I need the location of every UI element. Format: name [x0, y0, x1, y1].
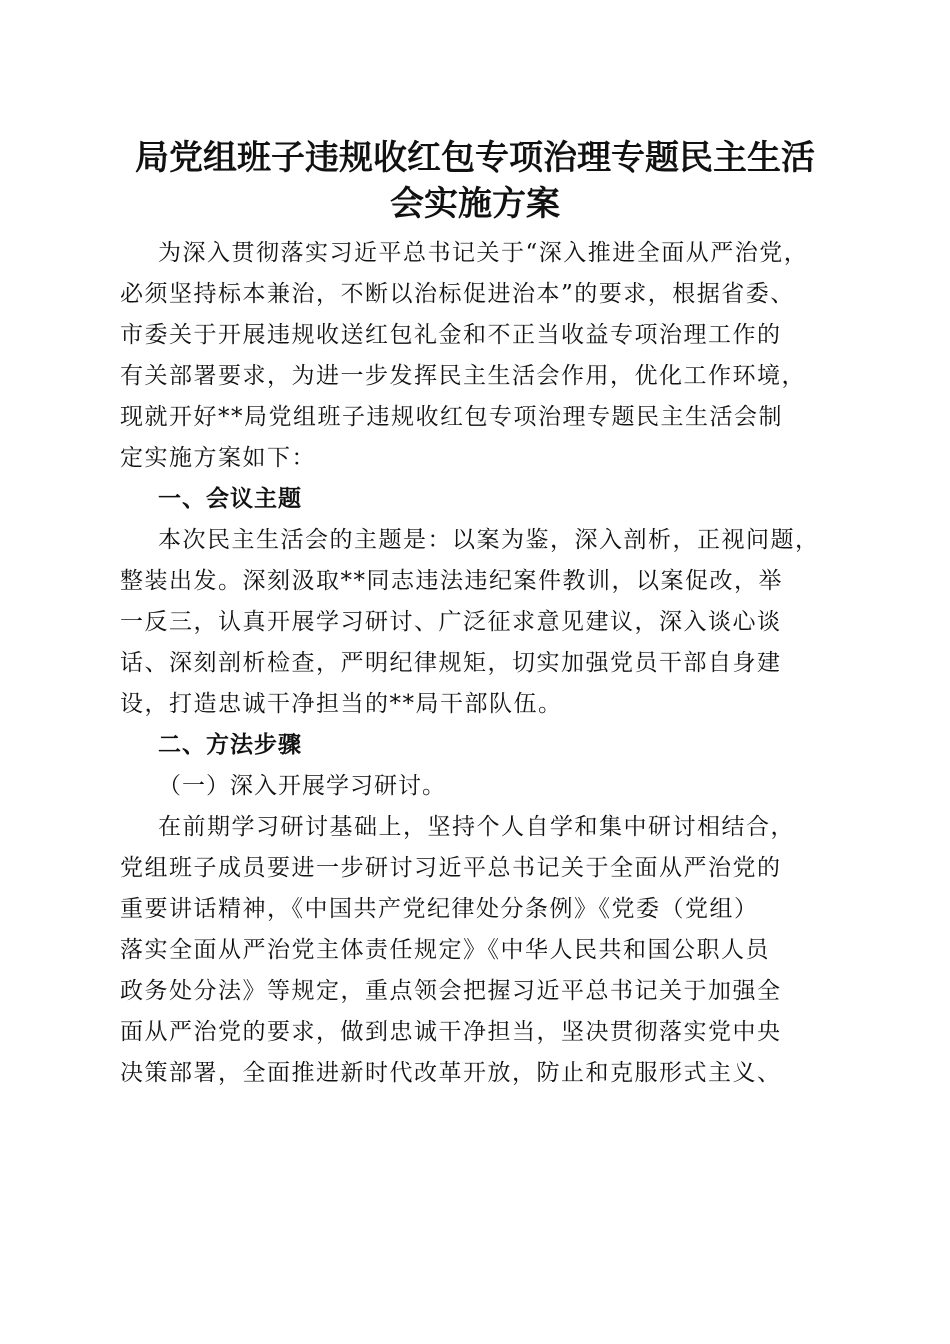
section-1-line: 设，打造忠诚干净担当的**局干部队伍。 — [120, 691, 563, 717]
section-2-subheading-1: （一）深入开展学习研讨。 — [158, 773, 446, 799]
section-2-sub1-line: 落实全面从严治党主体责任规定》《中华人民共和国公职人员 — [120, 937, 770, 963]
section-1-line: 整装出发。深刻汲取**同志违法违纪案件教训，以案促改，举 — [120, 568, 783, 594]
section-2-heading: 二、方法步骤 — [158, 732, 302, 758]
intro-line: 现就开好**局党组班子违规收红包专项治理专题民主生活会制 — [120, 404, 783, 430]
intro-line: 定实施方案如下： — [120, 445, 316, 471]
intro-line: 为深入贯彻落实习近平总书记关于“深入推进全面从严治党， — [158, 240, 809, 266]
section-2-sub1-line: 在前期学习研讨基础上，坚持个人自学和集中研讨相结合， — [158, 814, 795, 840]
section-2-sub1-line: 决策部署，全面推进新时代改革开放，防止和克服形式主义、 — [120, 1060, 782, 1086]
intro-line: 有关部署要求，为进一步发挥民主生活会作用，优化工作环境， — [120, 363, 806, 389]
section-1-line: 话、深刻剖析检查，严明纪律规矩，切实加强党员干部自身建 — [120, 650, 782, 676]
section-1-line: 本次民主生活会的主题是：以案为鉴，深入剖析，正视问题， — [158, 527, 820, 553]
intro-line: 市委关于开展违规收送红包礼金和不正当收益专项治理工作的 — [120, 322, 782, 348]
section-2-sub1-line: 重要讲话精神，《中国共产党纪律处分条例》《党委（党组） — [120, 896, 759, 922]
document-title-line-2: 会实施方案 — [390, 184, 560, 224]
intro-line: 必须坚持标本兼治，不断以治标促进治本”的要求，根据省委、 — [120, 281, 795, 307]
section-2-sub1-line: 政务处分法》等规定，重点领会把握习近平总书记关于加强全 — [120, 978, 782, 1004]
section-1-line: 一反三，认真开展学习研讨、广泛征求意见建议，深入谈心谈 — [120, 609, 782, 635]
document-body — [120, 233, 830, 1094]
section-1-heading: 一、会议主题 — [158, 486, 302, 512]
section-2-sub1-line: 面从严治党的要求，做到忠诚干净担当，坚决贯彻落实党中央 — [120, 1019, 782, 1045]
section-2-sub1-line: 党组班子成员要进一步研讨习近平总书记关于全面从严治党的 — [120, 855, 782, 881]
document-title-line-1: 局党组班子违规收红包专项治理专题民主生活 — [135, 138, 815, 178]
